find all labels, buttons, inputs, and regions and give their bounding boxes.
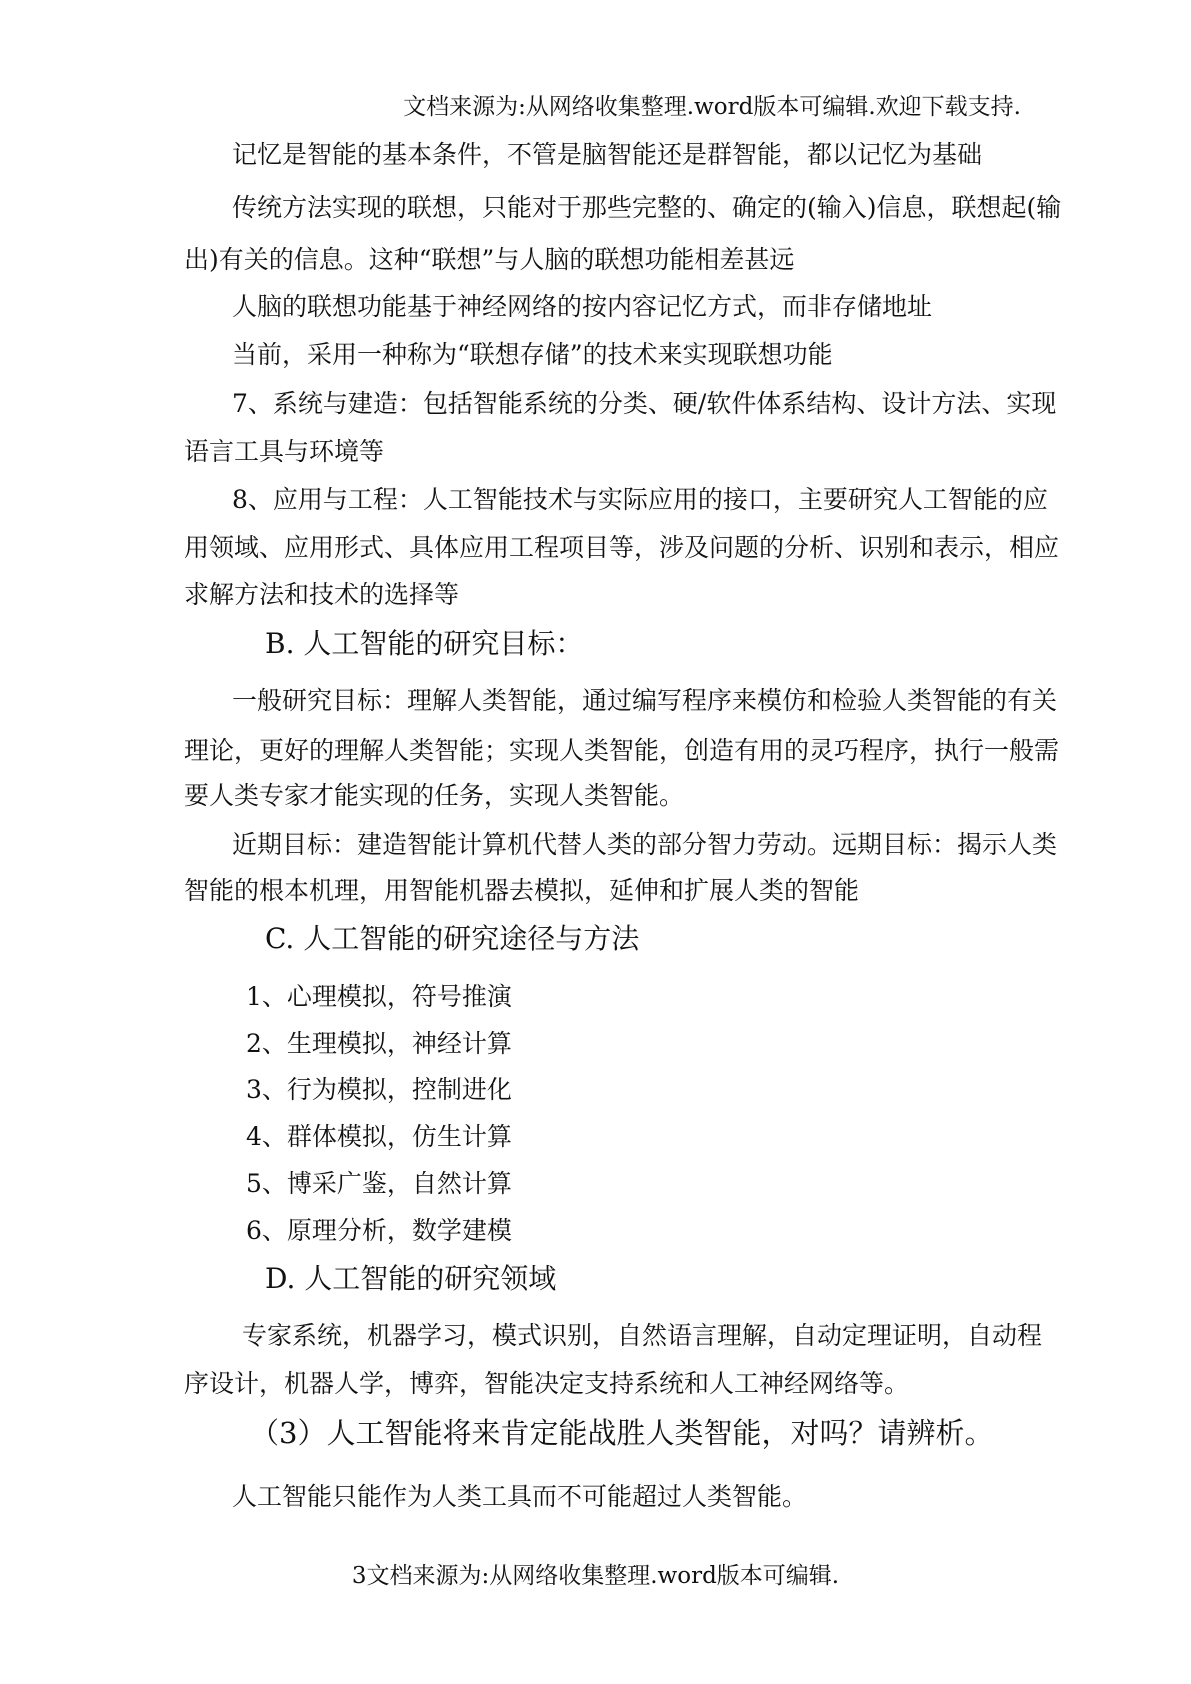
list-item: 6、原理分析，数学建模 — [246, 1216, 512, 1245]
list-item: 2、生理模拟，神经计算 — [246, 1029, 512, 1058]
paragraph-line: 序设计，机器人学，博弈，智能决定支持系统和人工神经网络等。 — [184, 1369, 910, 1398]
paragraph-line: 用领域、应用形式、具体应用工程项目等，涉及问题的分析、识别和表示，相应 — [184, 533, 1060, 562]
paragraph-line: 理论，更好的理解人类智能；实现人类智能，创造有用的灵巧程序，执行一般需 — [184, 736, 1060, 765]
list-item: 3、行为模拟，控制进化 — [246, 1075, 512, 1104]
paragraph-line: 要人类专家才能实现的任务，实现人类智能。 — [184, 781, 685, 810]
paragraph-line: 语言工具与环境等 — [184, 437, 385, 466]
section-heading-d: D. 人工智能的研究领域 — [265, 1262, 557, 1295]
paragraph-line: 一般研究目标：理解人类智能，通过编写程序来模仿和检验人类智能的有关 — [232, 686, 1058, 715]
paragraph-line: 求解方法和技术的选择等 — [184, 580, 460, 609]
list-item: 1、心理模拟，符号推演 — [246, 982, 512, 1011]
page-header: 文档来源为:从网络收集整理.word版本可编辑.欢迎下载支持. — [403, 94, 1021, 120]
paragraph-line: 人工智能只能作为人类工具而不可能超过人类智能。 — [232, 1482, 808, 1511]
page-footer: 3文档来源为:从网络收集整理.word版本可编辑. — [351, 1563, 840, 1589]
section-heading-c: C. 人工智能的研究途径与方法 — [265, 922, 640, 955]
list-item: 5、博采广鉴，自然计算 — [246, 1169, 512, 1198]
paragraph-line: 人脑的联想功能基于神经网络的按内容记忆方式，而非存储地址 — [232, 292, 933, 321]
section-heading-b: B. 人工智能的研究目标： — [265, 627, 584, 660]
list-item: 4、群体模拟，仿生计算 — [246, 1122, 512, 1151]
paragraph-line: 智能的根本机理，用智能机器去模拟，延伸和扩展人类的智能 — [184, 876, 860, 905]
question-heading: （3）人工智能将来肯定能战胜人类智能，对吗？请辨析。 — [250, 1416, 994, 1450]
paragraph-line: 传统方法实现的联想，只能对于那些完整的、确定的(输入)信息，联想起(输 — [232, 193, 1062, 222]
paragraph-line: 当前，采用一种称为“联想存储”的技术来实现联想功能 — [232, 340, 833, 369]
paragraph-line: 记忆是智能的基本条件，不管是脑智能还是群智能，都以记忆为基础 — [232, 140, 983, 169]
paragraph-line: 近期目标：建造智能计算机代替人类的部分智力劳动。远期目标：揭示人类 — [232, 830, 1058, 859]
paragraph-line: 8、应用与工程：人工智能技术与实际应用的接口，主要研究人工智能的应 — [232, 485, 1048, 514]
paragraph-line: 7、系统与建造：包括智能系统的分类、硬/软件体系结构、设计方法、实现 — [232, 389, 1057, 418]
paragraph-line: 专家系统，机器学习，模式识别，自然语言理解，自动定理证明，自动程 — [242, 1321, 1043, 1350]
paragraph-line: 出)有关的信息。这种“联想”与人脑的联想功能相差甚远 — [184, 245, 795, 274]
